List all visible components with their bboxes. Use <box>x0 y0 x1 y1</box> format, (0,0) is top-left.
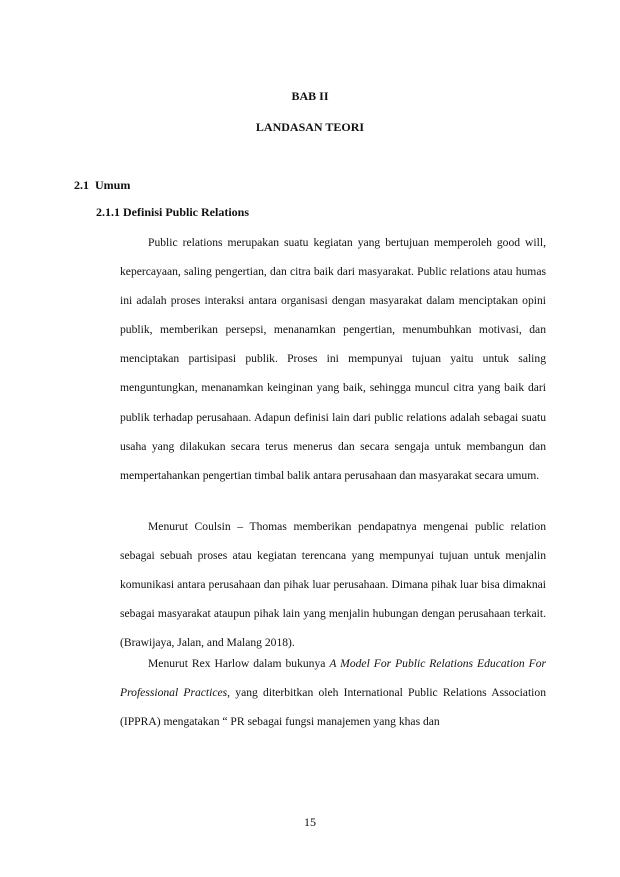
paragraph-rex-harlow-intro: Menurut Rex Harlow dalam bukunya <box>148 657 330 670</box>
book-title: A Model For Public Relations Education For Professional Practices, <box>120 657 547 700</box>
paragraph-definition: Public relations merupakan suatu kegiatan yang bertujuan memperoleh good will, kepercayaan, saling pengertian, dan citra baik dari masyarakat. Public relations atau humas ini adalah proses interaksi antara organisasi dengan masyarakat dalam menciptakan opini publik, memberikan persepsi, menanamkan pengertian, menumbuhkan motivasi, dan menciptakan partisipasi publik. Proses ini mempunyai tujuan yaitu untuk saling menguntungkan, menanamkan keinginan yang baik, sehingga muncul citra yang baik dari publik terhadap perusahaan. Adapun definisi lain dari public relations adalah sebagai suatu usaha yang dilakukan secara terus menerus dan secara sengaja untuk membangun dan mempertahankan pengertian timbal balik antara perusahaan dan masyarakat secara umum. <box>120 236 546 482</box>
page-number: 15 <box>304 815 316 829</box>
section-heading: 2.1 Umum <box>74 178 131 192</box>
subsection-heading: 2.1.1 Definisi Public Relations <box>96 205 250 219</box>
chapter-number: BAB II <box>291 89 329 103</box>
paragraph-coulsin-thomas: Menurut Coulsin – Thomas memberikan pendapatnya mengenai public relation sebagai sebuah proses atau kegiatan terencana yang mempunyai tujuan untuk menjalin komunikasi antara perusahaan dan pihak luar perusahaan. Dimana pihak luar bisa dimaknai sebagai masyarakat ataupun pihak lain yang menjalin hubungan dengan perusahaan terkait.(Brawijaya, Jalan, and Malang 2018). <box>120 520 546 650</box>
chapter-title: LANDASAN TEORI <box>255 120 365 134</box>
paragraph-rex-harlow-rest: yang diterbitkan oleh International Public Relations Association (IPPRA) mengatakan “ PR sebagai fungsi manajemen yang khas dan <box>120 686 546 729</box>
paragraph-rex-harlow <box>120 649 546 736</box>
